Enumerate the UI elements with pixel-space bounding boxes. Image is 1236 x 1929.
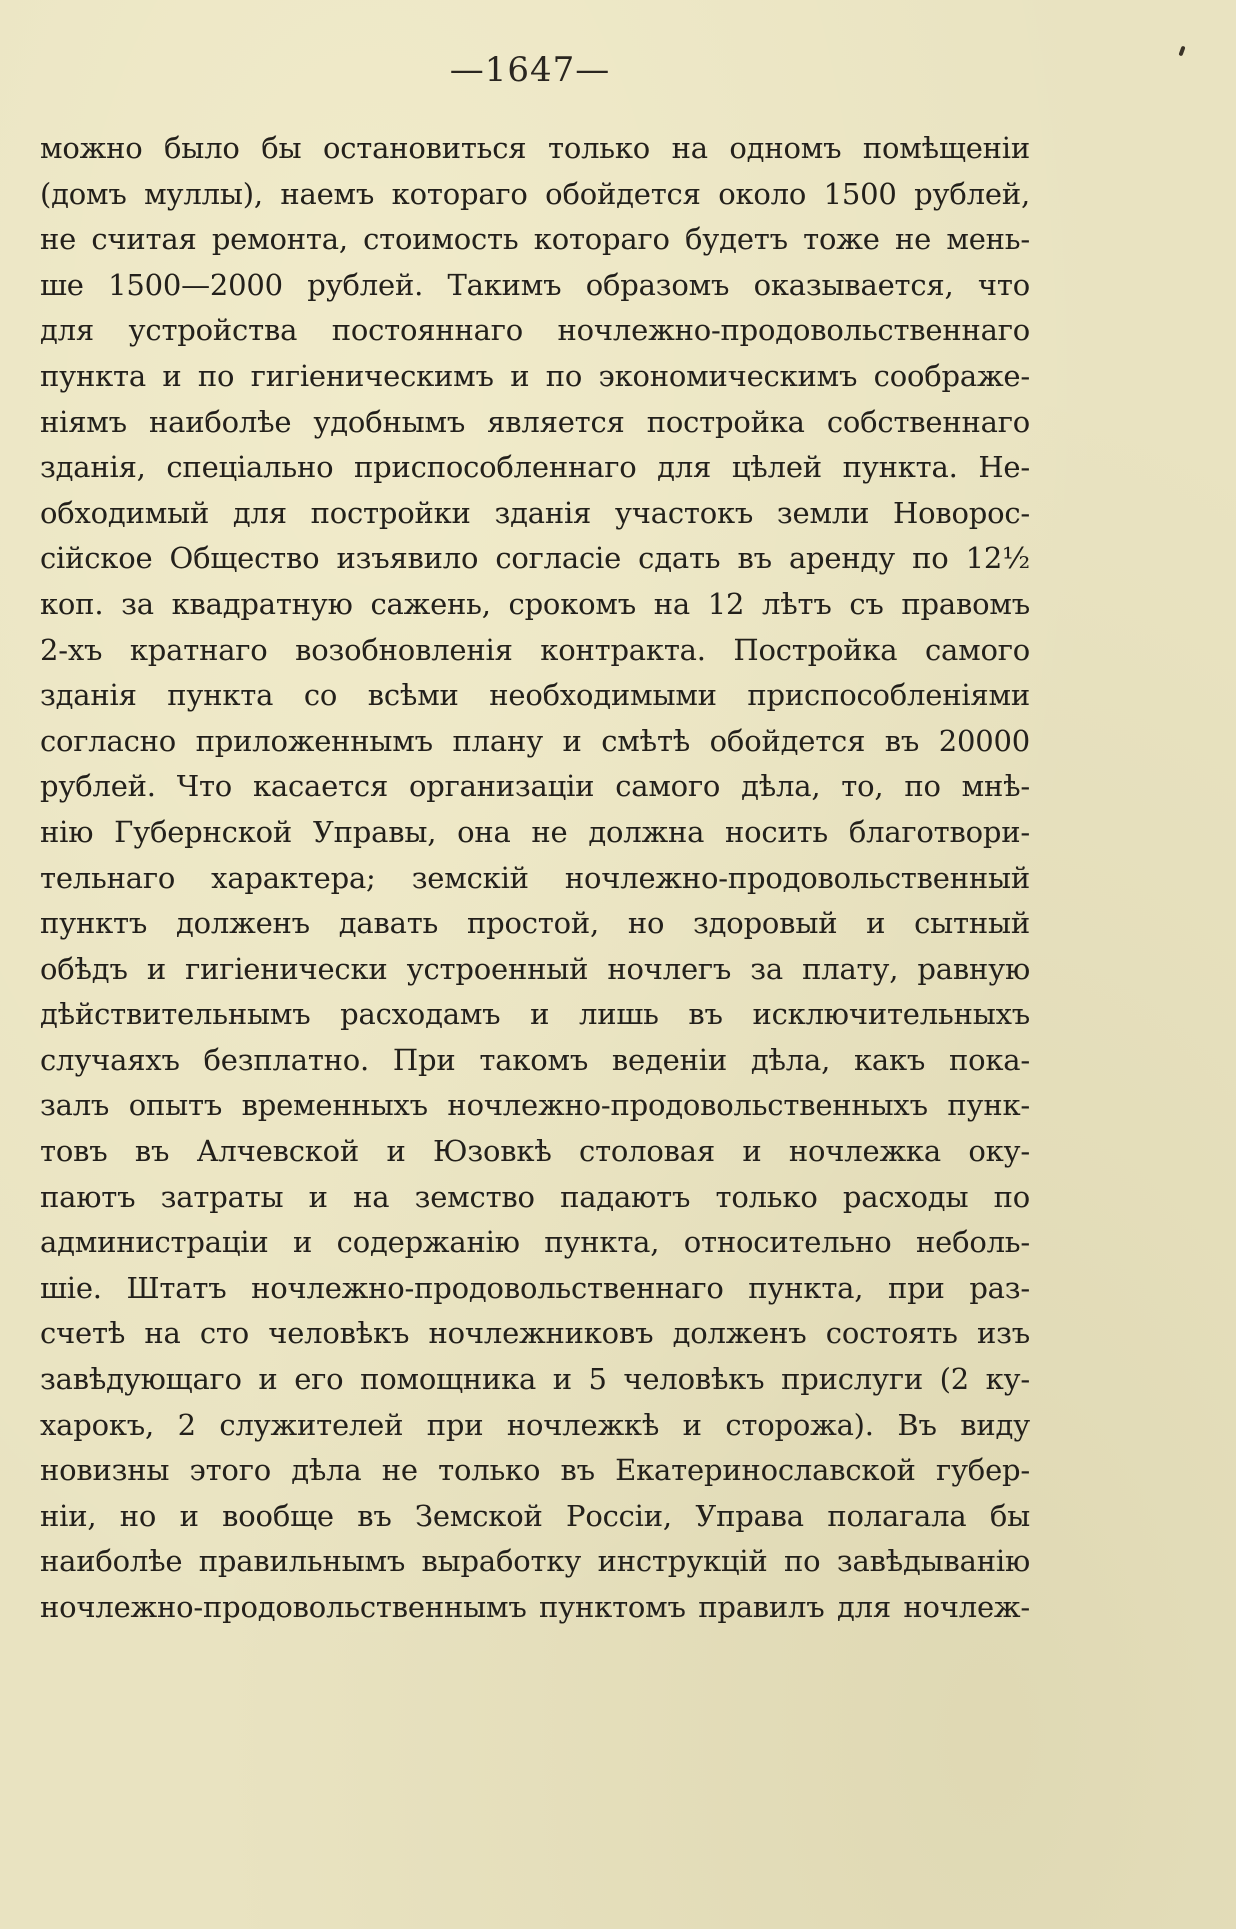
text-line: пункта и по гигіеническимъ и по экономическимъ соображе- bbox=[40, 358, 1030, 393]
page-number: —1647— bbox=[449, 50, 611, 90]
body-text bbox=[40, 126, 1030, 1631]
text-line: не считая ремонта, стоимость котораго будетъ тоже не мень- bbox=[40, 222, 1030, 257]
text-line: наиболѣе правильнымъ выработку инструкцій по завѣдыванію bbox=[40, 1544, 1030, 1579]
text-line: обѣдъ и гигіенически устроенный ночлегъ за плату, равную bbox=[40, 951, 1030, 986]
text-line: ше 1500—2000 рублей. Такимъ образомъ оказывается, что bbox=[40, 267, 1030, 302]
text-line: счетѣ на сто человѣкъ ночлежниковъ долженъ состоять изъ bbox=[40, 1316, 1030, 1351]
text-line: обходимый для постройки зданія участокъ земли Новорос- bbox=[40, 495, 1030, 530]
text-line: харокъ, 2 служителей при ночлежкѣ и сторожа). Въ виду bbox=[40, 1407, 1030, 1442]
text-line: ніямъ наиболѣе удобнымъ является постройка собственнаго bbox=[40, 404, 1030, 439]
text-line: (домъ муллы), наемъ котораго обойдется около 1500 рублей, bbox=[40, 176, 1030, 211]
text-line: для устройства постояннаго ночлежно-продовольственнаго bbox=[40, 313, 1030, 348]
text-line: шіе. Штатъ ночлежно-продовольственнаго пункта, при раз- bbox=[40, 1270, 1030, 1305]
text-line: залъ опытъ временныхъ ночлежно-продовольственныхъ пунк- bbox=[40, 1088, 1030, 1123]
text-line: паютъ затраты и на земство падаютъ только расходы по bbox=[40, 1179, 1030, 1214]
text-line: нію Губернской Управы, она не должна носить благотвори- bbox=[40, 814, 1030, 849]
text-line: завѣдующаго и его помощника и 5 человѣкъ прислуги (2 ку- bbox=[40, 1362, 1030, 1397]
text-line: можно было бы остановиться только на одномъ помѣщеніи bbox=[40, 131, 1030, 165]
text-line: коп. за квадратную сажень, срокомъ на 12 лѣтъ съ правомъ bbox=[40, 586, 1030, 621]
text-line: ночлежно-продовольственнымъ пунктомъ правилъ для ночлеж- bbox=[40, 1590, 1030, 1624]
text-line: пунктъ долженъ давать простой, но здоровый и сытный bbox=[40, 906, 1030, 941]
text-line: ніи, но и вообще въ Земской Россіи, Управа полагала бы bbox=[40, 1498, 1030, 1533]
text-line: новизны этого дѣла не только въ Екатеринославской губер- bbox=[40, 1453, 1030, 1488]
text-line: дѣйствительнымъ расходамъ и лишь въ исключительныхъ bbox=[40, 997, 1030, 1032]
text-line: рублей. Что касается организаціи самого дѣла, то, по мнѣ- bbox=[40, 769, 1030, 804]
text-line: зданія пункта со всѣми необходимыми приспособленіями bbox=[40, 678, 1030, 713]
text-line: зданія, спеціально приспособленнаго для цѣлей пункта. Не- bbox=[40, 450, 1030, 485]
text-line: сійское Общество изъявило согласіе сдать въ аренду по 12½ bbox=[40, 541, 1030, 576]
ink-speck bbox=[1178, 46, 1185, 57]
text-line: согласно приложеннымъ плану и смѣтѣ обойдется въ 20000 bbox=[40, 723, 1030, 758]
text-line: тельнаго характера; земскій ночлежно-продовольственный bbox=[40, 860, 1030, 895]
text-line: случаяхъ безплатно. При такомъ веденіи дѣла, какъ пока- bbox=[40, 1042, 1030, 1077]
text-line: 2-хъ кратнаго возобновленія контракта. Постройка самого bbox=[40, 632, 1030, 667]
text-line: товъ въ Алчевской и Юзовкѣ столовая и ночлежка оку- bbox=[40, 1134, 1030, 1169]
text-line: администраціи и содержанію пункта, относительно неболь- bbox=[40, 1225, 1030, 1260]
